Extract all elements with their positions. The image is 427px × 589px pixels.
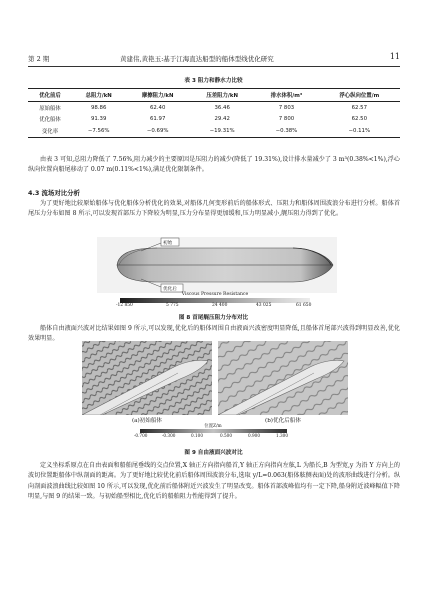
label-original: 初始 — [163, 241, 173, 246]
table-cell: 98.86 — [90, 104, 107, 111]
running-title: 黄建伟,黄艳玉:基于江海直达船型的船体型线优化研究 — [120, 55, 274, 63]
colorbar-tick: 0.500 — [220, 433, 232, 438]
colorbar-title: Viscous Pressure Resistance — [181, 292, 249, 297]
issue-number: 第 2 期 — [28, 55, 50, 63]
paragraph-text: 船体自由液面兴波对比结果如图 9 所示,可以发现,优化后的船体周围自由液面兴波密度明显降低,且船体首尾部兴波得到明显改善,优化效果明显。 — [28, 325, 400, 343]
colorbar-ticks — [116, 303, 314, 310]
colorbar-tick: 24 400 — [212, 303, 228, 308]
body-paragraph — [28, 199, 400, 220]
table-row — [28, 125, 400, 137]
wave-field — [218, 341, 348, 415]
paragraph-text: 为了更好地比较原始船体与优化船体分析优化的效果,对船体几何变形前后的船体形式、压阻力和船体周围波浪分布进行分析。船体首尾压力分布如图 8 所示,可以发现首部压力下降较为明显,压力分布显得更加缓和,压力明显减小,艉压阻力得到了优化。 — [28, 200, 400, 218]
section-heading: 4.3 流场对比分析 — [28, 189, 80, 197]
header-rule — [28, 66, 400, 67]
page-number: 11 — [389, 52, 400, 61]
colorbar-ticks — [134, 433, 292, 440]
table-cell: −19.31% — [190, 125, 254, 137]
colorbar-tick: 5 775 — [166, 303, 179, 308]
wave-pattern-optimized — [218, 341, 348, 415]
subfigure-label-b: (b)优化后船体 — [265, 418, 301, 424]
hull-pressure-figure — [97, 237, 337, 293]
table-cell: −0.11% — [319, 125, 400, 137]
colorbar-tick: 61 650 — [296, 303, 312, 308]
label-optimized: 优化后 — [163, 287, 177, 292]
table-cell: −0.69% — [125, 125, 189, 137]
table-cell: 优化船体 — [39, 117, 61, 124]
table-cell: 7 800 — [278, 116, 295, 123]
table-cell: 原始船体 — [39, 105, 61, 112]
table-header-cell: 排水体积/m³ — [254, 89, 318, 102]
table-cell: 变化率 — [28, 125, 72, 137]
table-cell: 91.39 — [90, 116, 107, 123]
colorbar-tick: -0.300 — [162, 433, 176, 438]
colorbar-tick: 1.300 — [276, 433, 288, 438]
table-row — [28, 114, 400, 126]
table-cell: 62.57 — [351, 104, 368, 111]
table-cell: 7 803 — [278, 104, 295, 111]
wave-pattern-original — [82, 341, 212, 415]
table3 — [28, 88, 400, 138]
table-header-cell: 总阻力/kN — [72, 89, 125, 102]
colorbar-tick: -12 850 — [116, 303, 133, 308]
body-paragraph — [28, 461, 400, 502]
table-cell: 62.40 — [149, 104, 166, 111]
table-cell: 62.50 — [351, 116, 368, 123]
running-header — [28, 52, 400, 66]
colorbar-tick: 43 025 — [256, 303, 272, 308]
table-cell: −0.38% — [254, 125, 318, 137]
table-header-cell: 浮心纵向位置/m — [319, 89, 400, 102]
colorbar-tick: 0.900 — [248, 433, 260, 438]
colorbar-tick: 0.100 — [191, 433, 203, 438]
paragraph-text: 定义坐标系原点在自由表面和船舶尾垂线的交点位置,X 轴正方向指向船首,Y 轴正方向指向左舷,L 为船长,B 为型宽,y 为沿 Y 方向上的波切位置距船体中纵剖面的距离。为了更好地比较优化前后船体周围波浪分布,选取 y/L=0.063(船体舷侧表面)处的波形曲线进行分析。纵向剖面波浪曲线比较如图 10 所示,可以发现,优化前后船体附近兴波发生了明显改变。船体首部波峰值均有一定下降,船身附近波峰幅值下降明显,与图 9 的结果一致。与初始船型相比,优化后的船舶阻力性能得到了提升。 — [28, 462, 400, 500]
table-header-cell: 摩擦阻力/kN — [125, 89, 189, 102]
body-paragraph — [28, 155, 400, 176]
table-header-cell: 压差阻力/kN — [190, 89, 254, 102]
table-row — [28, 102, 400, 114]
table3-caption: 表 3 阻力和静水力比较 — [184, 78, 243, 84]
wave-field — [82, 341, 212, 415]
paragraph-text: 由表 3 可知,总阻力降低了 7.56%,阻力减少的主要原因是压阻力的减少(降低了 19.31%),设计排水量减少了 3 m³(0.38%<1%),浮心纵向位置向船尾移动了 0.07 m(0.11%<1%),满足优化限制条件。 — [28, 156, 400, 174]
figure8-caption: 图 8 首尾艉压阻力分布对比 — [178, 315, 249, 321]
table-cell: 61.97 — [149, 116, 166, 123]
figure9-caption: 图 9 自由液面兴波对比 — [184, 450, 243, 456]
table-cell: 36.46 — [214, 104, 230, 111]
colorbar-title: 位置Z/m — [204, 424, 222, 429]
table-header-cell: 优化前后 — [28, 89, 72, 102]
table-cell: 29.42 — [214, 116, 230, 123]
colorbar-tick: -0.700 — [134, 433, 148, 438]
table-cell: −7.56% — [72, 125, 125, 137]
subfigure-label-a: (a)初始船体 — [131, 418, 163, 424]
